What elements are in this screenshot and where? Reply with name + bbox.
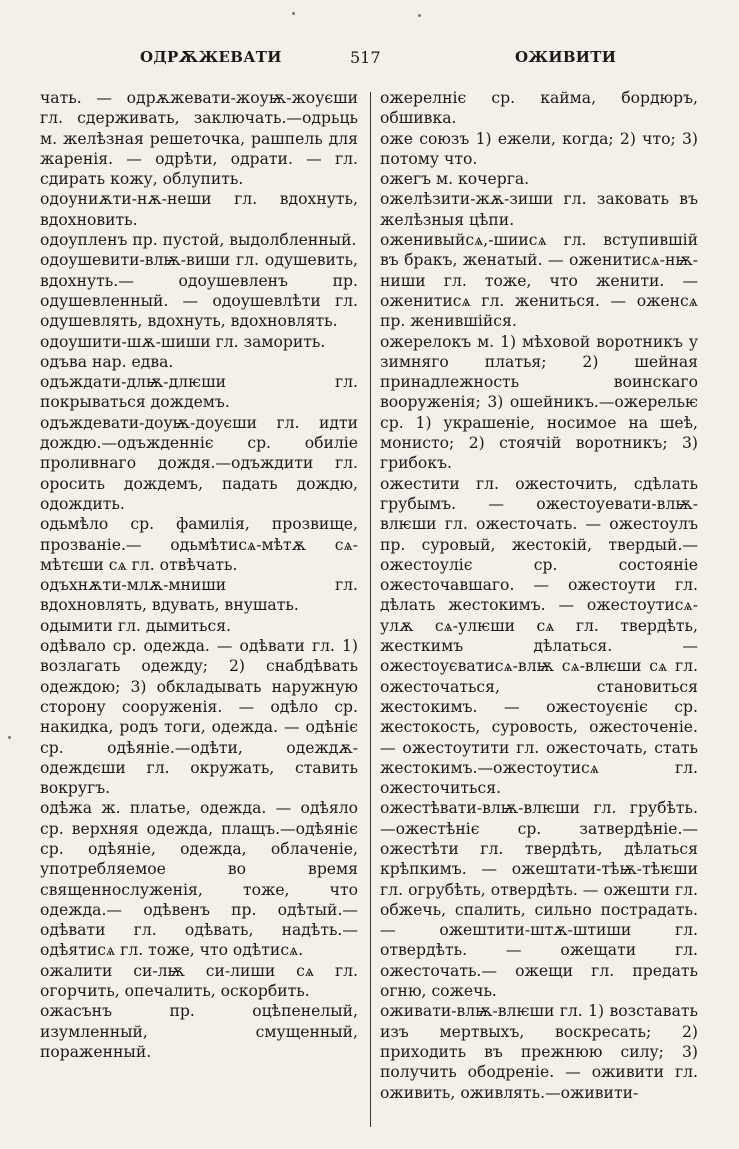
paper-speck [418, 14, 421, 17]
dictionary-entry: ожестити гл. ожесточить, сдѣлать грубымъ. — ожестоуевати-влѭ-влѥши гл. ожесточать. — ожестоулъ пр. суровый, жестокій, твердый.—ожестоуліє ср. состояніе ожесточавшаго. — ожестоути гл. дѣлать жестокимъ. — ожестоутисѧ-улѫ сѧ-улѥши сѧ гл. твердѣть, жесткимъ дѣлаться. — ожестоуєватисѧ-влѭ сѧ-влѥши сѧ гл. ожесточаться, становиться жестокимъ. — ожестоуєніє ср. жестокость, суровость, ожесточеніе. — ожестоутити гл. ожесточать, стать жестокимъ.—ожестоутисѧ гл. ожесточиться. [380, 474, 698, 798]
paper-speck [8, 736, 11, 739]
dictionary-entry: ожелѣзити-жѫ-зиши гл. заковать въ желѣзныя цѣпи. [380, 190, 698, 229]
dictionary-entry: оже союзъ 1) ежели, когда; 2) что; 3) потому что. [380, 129, 698, 168]
dictionary-entry: одъва нар. едва. [40, 352, 174, 371]
dictionary-entry: одѣжа ж. платье, одежда. — одѣяло ср. верхняя одежда, плащъ.—одѣяніє ср. одѣяніе, одежда, облаченіе, употребляемое во время священнослуженія, тоже, что одежда.— одѣвенъ пр. одѣтый.—одѣвати гл. одѣвать, надѣть.— одѣятисѧ гл. тоже, что одѣтисѧ. [40, 799, 358, 960]
dictionary-entry: ожерелніє ср. кайма, бордюръ, обшивка. [380, 89, 698, 128]
dictionary-entry: ожасънъ пр. оцѣпенелый, изумленный, смущенный, пораженный. [40, 1002, 358, 1061]
dictionary-entry: одьмѣло ср. фамилія, прозвище, прозваніе.— одьмѣтисѧ-мѣтѫ сѧ-мѣтєши сѧ гл. отвѣчать. [40, 515, 358, 574]
right-column [380, 88, 698, 1128]
dictionary-entry: ожалити си-лѭ си-лиши сѧ гл. огорчить, опечалить, оскорбить. [40, 961, 358, 1001]
right-running-headword: ОЖИВИТИ [515, 48, 617, 66]
dictionary-entry: одъхнѫти-млѫ-мниши гл. вдохновлять, вдувать, внушать. [40, 576, 358, 615]
dictionary-entry: одоуниѫти-нѫ-неши гл. вдохнуть, вдохновить. [40, 190, 358, 229]
dictionary-entry: ожерелокъ м. 1) мѣховой воротникъ у зимняго платья; 2) шейная принадлежность воинскаго вооруженія; 3) ошейникъ.—ожерельѥ ср. 1) украшеніе, носимое на шеѣ, монисто; 2) стоячій воротникъ; 3) грибокъ. [380, 332, 698, 473]
page-header [0, 48, 739, 78]
dictionary-entry: одоупленъ пр. пустой, выдолбленный. [40, 231, 357, 250]
dictionary-entry: одѣвало ср. одежда. — одѣвати гл. 1) возлагать одежду; 2) снабдѣвать одеждою; 3) обкладывать наружную сторону сооруженія. — одѣло ср. накидка, родъ тоги, одежда. — одѣніє ср. одѣяніе.—одѣти, одеждѫ-одеждєши гл. окружать, ставить вокругъ. [40, 637, 358, 798]
left-running-headword: ОДРѪЖЕВАТИ [140, 48, 282, 66]
dictionary-entry: одъждати-длѭ-длѥши гл. покрываться дождемъ. [40, 373, 358, 412]
dictionary-entry: оженивыйсѧ,-шиисѧ гл. вступившій въ бракъ, женатый. — оженитисѧ-нѭ-ниши гл. тоже, что женити. — оженитисѧ гл. жениться. — оженсѧ пр. женившійся. [380, 231, 698, 331]
dictionary-entry: одымити гл. дымиться. [40, 616, 232, 635]
page-number: 517 [350, 48, 381, 67]
dictionary-entry: одъждевати-доуѭ-доуєши гл. идти дождю.—одъжденніє ср. обиліе проливнаго дождя.—одъждити гл. оросить дождемъ, падать дождю, одождить. [40, 413, 358, 513]
left-column [40, 88, 358, 1128]
dictionary-entry: ожестѣвати-влѭ-влѥши гл. грубѣть. —ожестѣніє ср. затвердѣніе.—ожестѣти гл. твердѣть, дѣлаться крѣпкимъ. — ожештати-тѣѭ-тѣѥши гл. огрубѣть, отвердѣть. — ожешти гл. обжечь, спалить, сильно пострадать. — ожештити-штѫ-штиши гл. отвердѣть. — ожещати гл. ожесточать.— ожещи гл. предать огню, сожечь. [380, 799, 698, 1001]
paper-speck [292, 12, 295, 15]
column-divider [370, 92, 371, 1127]
dictionary-entry: одоушевити-влѭ-виши гл. одушевить, вдохнуть.— одоушевленъ пр. одушевленный. — одоушевлѣти гл. одушевлять, вдохнуть, вдохновлять. [40, 251, 358, 331]
dictionary-entry: ожегъ м. кочерга. [380, 170, 530, 189]
dictionary-entry: оживати-влѭ-влѥши гл. 1) возставать изъ мертвыхъ, воскресать; 2) приходить въ прежнюю силу; 3) получить ободреніе. — оживити гл. оживить, оживлять.—оживити- [380, 1002, 698, 1102]
dictionary-entry: одоушити-шѫ-шиши гл. заморить. [40, 332, 326, 351]
entry-continuation: чать. — одрѫжевати-жоуѭ-жоуєши гл. сдерживать, заключать.—одрьць м. желѣзная решеточка, рашпель для жаренія. — одрѣти, одрати. — гл. сдирать кожу, облупить. [40, 89, 358, 189]
